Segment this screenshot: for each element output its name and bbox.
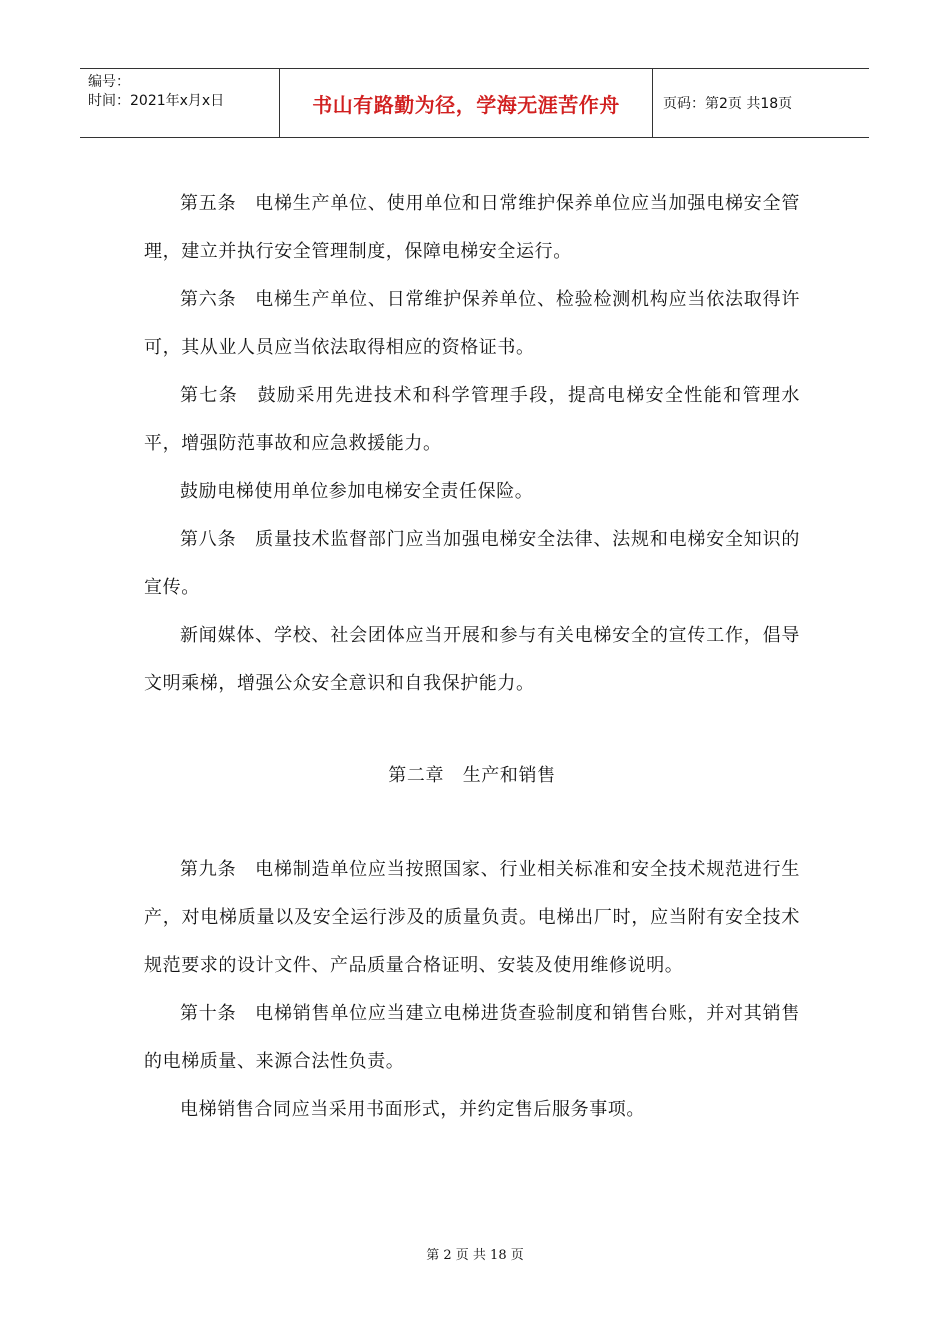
page-label: 页码：第2页 共18页: [663, 96, 793, 112]
article-5: 第五条 电梯生产单位、使用单位和日常维护保养单位应当加强电梯安全管理，建立并执行安全管理制度，保障电梯安全运行。: [144, 193, 800, 262]
header-page-cell: [653, 69, 869, 137]
article-7-paragraph-2: 鼓励电梯使用单位参加电梯安全责任保险。: [180, 481, 534, 502]
article-8-paragraph-2: 新闻媒体、学校、社会团体应当开展和参与有关电梯安全的宣传工作，倡导文明乘梯，增强公众安全意识和自我保护能力。: [144, 625, 800, 694]
article-7: 第七条 鼓励采用先进技术和科学管理手段，提高电梯安全性能和管理水平，增强防范事故和应急救援能力。: [144, 385, 800, 454]
page-header: [80, 68, 869, 138]
article-10: 第十条 电梯销售单位应当建立电梯进货查验制度和销售台账，并对其销售的电梯质量、来源合法性负责。: [144, 1003, 800, 1072]
page-footer: 第 2 页 共 18 页: [426, 1248, 524, 1263]
article-6: 第六条 电梯生产单位、日常维护保养单位、检验检测机构应当依法取得许可，其从业人员应当依法取得相应的资格证书。: [144, 289, 800, 358]
header-motto-cell: [280, 69, 653, 137]
article-10-paragraph-2: 电梯销售合同应当采用书面形式，并约定售后服务事项。: [180, 1099, 645, 1120]
header-meta: [80, 69, 280, 137]
article-8: 第八条 质量技术监督部门应当加强电梯安全法律、法规和电梯安全知识的宣传。: [144, 529, 800, 598]
chapter-title: 第二章 生产和销售: [388, 765, 556, 786]
number-label: 编号：: [88, 74, 130, 90]
article-9: 第九条 电梯制造单位应当按照国家、行业相关标准和安全技术规范进行生产，对电梯质量以及安全运行涉及的质量负责。电梯出厂时，应当附有安全技术规范要求的设计文件、产品质量合格证明、安装及使用维修说明。: [144, 859, 800, 976]
document-body: [144, 180, 800, 1134]
motto-text: 书山有路勤为径，学海无涯苦作舟: [312, 92, 620, 117]
time-label: 时间：2021年x月x日: [88, 93, 225, 109]
